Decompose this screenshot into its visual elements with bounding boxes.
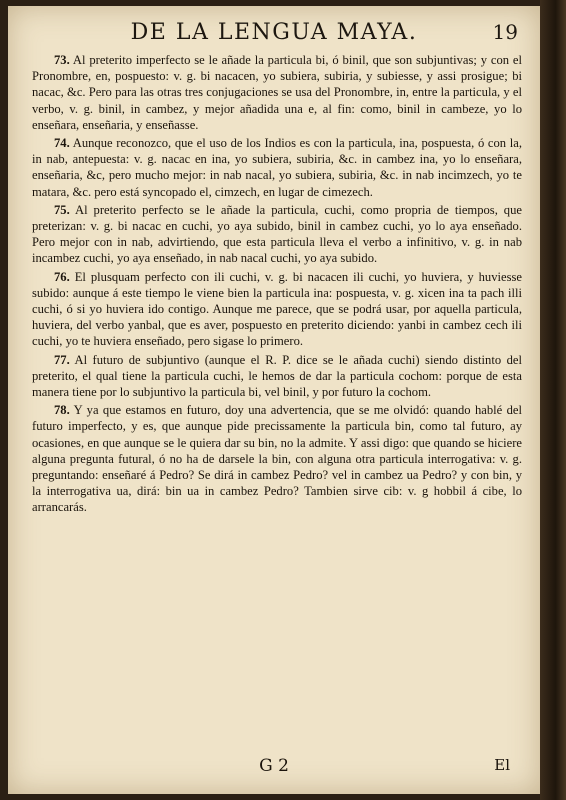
paragraph-text: El plusquam perfecto con ili cuchi, v. g. bi nacacen ili cuchi, yo huviera, y huviesse subido: aunque á este tiempo le viene bien la particula ina: pospuesta, v. g. xicen ina ta pach illi cuchi, ó si yo huviera ido contigo. Aunque me parece, que se podrá usar, por aquella particula, huviera, del verbo yanbal, que es aver, pospuesto en preterito diciendo: yanbi in cambez cech ili cuchi, yo te huviera enseñado, pero sigase lo primero. [32, 269, 522, 349]
page-header [8, 20, 540, 50]
book-page [8, 6, 540, 794]
paragraph-text: Al preterito imperfecto se le añade la particula bi, ó binil, que son subjuntivas; y con el Pronombre, en, pospuesto: v. g. bi nacacen, yo subiera, subiria, y subiesse, y assi prosigue; bi nacac, &c. Pero para las otras tres conjugaciones se usa del Pronombre, in, entre la particula, y el verbo, v. g. binil, in cambez, y mejor añadida una e, al fin: como, binil in cambeze, yo lo enseñara, enseñaria, y enseñasse. [32, 53, 522, 132]
paragraph-74 [32, 135, 522, 200]
page-number: 19 [492, 20, 518, 44]
running-head: DE LA LENGUA MAYA. [130, 20, 418, 45]
paragraph-text: Al preterito perfecto se le añade la particula, cuchi, como propria de tiempos, que preterizan: v. g. bi nacac en cuchi, yo aya subido, binil in cambez cuchi, yo lo aya enseñado. Pero mejor con in nab, advirtiendo, que esta particula lleva el verbo a infinitivo, v. g. in nab incambez cuchi, yo aya enseñado, in nab nacal cuchi, yo aya subido. [32, 202, 522, 266]
paragraph-number: 76. [54, 269, 70, 284]
paragraph-77 [32, 352, 522, 401]
paragraph-text: Al futuro de subjuntivo (aunque el R. P. dice se le añada cuchi) siendo distinto del preterito, el qual tiene la particula cuchi, le hemos de dar la particula cochom: porque de esta manera tiene por lo subjuntivo la particula bi, vel binil, y por futuro la cochom. [32, 352, 522, 400]
paragraph-text: Y ya que estamos en futuro, doy una advertencia, que se me olvidó: quando hablé del futuro imperfecto, y es, que aunque pide precissamente la particula bin, como tal futuro, ay ocasiones, en que aunque se le quiera dar su bin, no la admite. Y assi digo: que quando se hiciere alguna pregunta futural, ó no ha de darsele la bin, con alguna otra particula interrogativa: v. g. preguntando: enseñaré á Pedro? Se dirá in cambez Pedro? vel in cambez ua Pedro? y con bin, y la interrogativa ua, dirá: bin ua in cambez Pedro? Tambien sirve cib: v. g hobbil á cibe, lo arrancarás. [32, 403, 522, 515]
body-text [32, 52, 522, 518]
book-spine [540, 0, 566, 800]
page-footer [8, 756, 540, 786]
paragraph-text: Aunque reconozco, que el uso de los Indios es con la particula, ina, pospuesta, ó con la, in nab, antepuesta: v. g. nacac en ina, yo subiera, subiria, &c. in cambez ina, yo lo enseñara, enseñaria, &c, pero mucho mejor: in nab nacal, yo subiera, subiria, &c. in nab incimzech, yo te matara, &c. pero está syncopado el, cimzech, en lugar de cimezech. [32, 136, 522, 199]
paragraph-73 [32, 52, 522, 133]
paragraph-number: 73. [54, 53, 70, 67]
paragraph-75 [32, 202, 522, 267]
paragraph-number: 77. [54, 352, 70, 367]
catchword: El [494, 756, 510, 774]
paragraph-78 [32, 402, 522, 515]
paragraph-number: 74. [54, 136, 70, 151]
paragraph-number: 75. [54, 202, 70, 217]
signature-mark: G 2 [259, 756, 289, 776]
paragraph-76 [32, 269, 522, 350]
paragraph-number: 78. [54, 403, 70, 418]
